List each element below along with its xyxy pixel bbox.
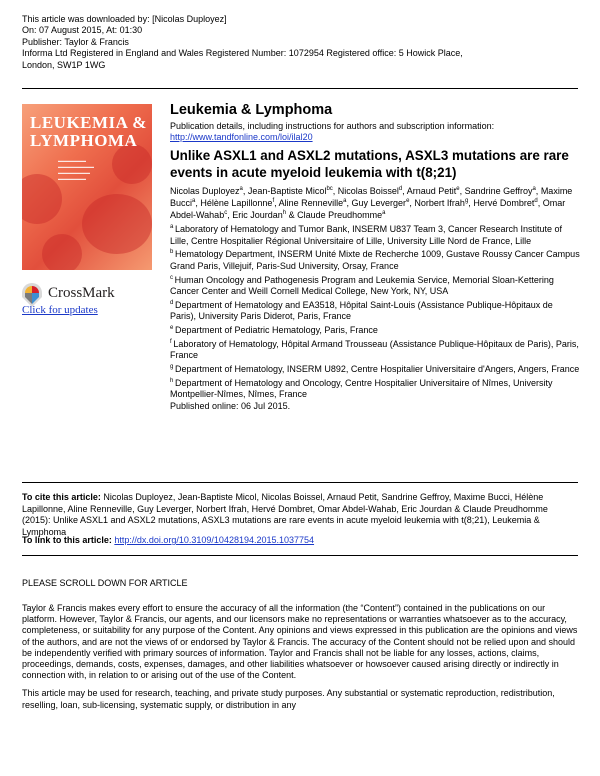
author-name: Eric Jourdan	[232, 210, 283, 221]
header-line: Publisher: Taylor & Francis	[22, 36, 129, 47]
disclaimer-paragraph: Taylor & Francis makes every effort to ensure the accuracy of all the information (the “Content”) contained in the publications on our platform. However, Taylor & Francis, our agents, and our licensors make no representations or warranties whatsoever as to the accuracy, completeness, or suitability for any purpose of the Content. Any opinions and views expressed in this publication are the opinions and views of the authors, and are not the views of or endorsed by Taylor & Francis. The accuracy of the Content should not be relied upon and should be independently verified with primary sources of information. Taylor and Francis shall not be liable for any losses, actions, claims, proceedings, demands, costs, expenses, damages, and other liabilities whatsoever or howsoever caused arising directly or indirectly in connection with, in relation to or arising out of the use of the Content.	[22, 603, 578, 681]
author-name: Norbert Ifrah	[414, 198, 465, 209]
author-affiliation-mark: c	[224, 210, 228, 217]
author-affiliation-mark: a	[532, 186, 536, 192]
author-name: Aline Renneville	[278, 198, 344, 209]
author-affiliation-mark: a	[192, 198, 196, 205]
scroll-divider	[22, 555, 578, 556]
affiliation-item: $^a$ Laboratory of Hematology and Tumor Bank, INSERM U837 Team 3, Cancer Research Institute of Lille, Centre Hospitalier Régional Universitaire of Lille, University Lille Nord de France, Lille	[170, 224, 563, 246]
author-affiliation-mark: e	[406, 198, 410, 205]
cover-editors: ▬▬▬▬▬▬▬ ▬▬▬▬▬▬▬▬▬ ▬▬▬▬▬▬▬▬ ▬▬▬▬▬▬▬	[58, 158, 94, 181]
author-name: Sandrine Geffroy	[464, 186, 533, 196]
top-divider	[22, 88, 578, 89]
affiliation-item: $^h$ Department of Hematology and Oncology, Centre Hospitalier Universitaire of Nîmes, University Montpellier-Nîmes, Nîmes, France	[170, 377, 553, 400]
author-affiliation-mark: a	[382, 210, 386, 217]
download-header	[22, 14, 582, 71]
author-affiliation-mark: f	[272, 198, 275, 205]
disclaimer	[22, 603, 582, 718]
tolink-label: To link to this article:	[22, 535, 112, 545]
article-title: Unlike ASXL1 and ASXL2 mutations, ASXL3 mutations are rare events in acute myeloid leukemia with t(8;21)	[170, 148, 569, 180]
author-name: Hélène Lapillonne	[200, 198, 273, 209]
author-name: Hervé Dombret	[473, 198, 535, 209]
cite-label: To cite this article:	[22, 492, 101, 502]
affiliation-item: $^f$ Laboratory of Hematology, Hôpital Armand Trousseau (Assistance Publique-Hôpitaux de Paris), Paris, France	[170, 338, 579, 361]
affiliation-item: $^b$ Hematology Department, INSERM Unité Mixte de Recherche 1009, Gustave Roussy Cancer Campus Grand Paris, Villejuif, Paris-Sud University, Orsay, France	[170, 249, 580, 271]
author-name: Nicolas Boissel	[337, 186, 399, 196]
author-name: Omar Abdel-Wahab	[170, 198, 566, 221]
author-name: Arnaud Petit	[406, 186, 457, 196]
citation-block	[22, 492, 578, 538]
cite-divider	[22, 482, 578, 483]
author-name: Jean-Baptiste Micol	[247, 186, 327, 196]
author-affiliation-mark: d	[398, 186, 403, 192]
author-affiliation-mark: e	[456, 186, 460, 192]
crossmark-label: CrossMark	[48, 285, 115, 301]
author-affiliation-mark: h	[282, 210, 287, 217]
published-date: Published online: 06 Jul 2015.	[170, 400, 291, 411]
header-line: On: 07 August 2015, At: 01:30	[22, 25, 143, 36]
click-for-updates-link[interactable]: Click for updates	[22, 304, 98, 316]
author-name: Claude Preudhomme	[297, 210, 383, 221]
header-line: Informa Ltd Registered in England and Wales Registered Number: 1072954 Registered office: 5 Howick Place,	[22, 48, 463, 59]
author-affiliation-mark: bc	[326, 186, 333, 192]
author-affiliation-mark: g	[464, 198, 469, 205]
author-affiliation-mark: a	[343, 198, 347, 205]
affiliation-item: $^g$ Department of Hematology, INSERM U892, Centre Hospitalier Universitaire d'Angers, Angers, France	[170, 364, 580, 375]
journal-name: Leukemia & Lymphoma	[170, 102, 333, 118]
author-name: Nicolas Duployez	[170, 186, 240, 196]
journal-cover-image	[22, 104, 152, 270]
disclaimer-paragraph: This article may be used for research, teaching, and private study purposes. Any substantial or systematic reproduction, redistribution, reselling, loan, sub-licensing, systematic supply, or distribution in any	[22, 688, 555, 710]
author-affiliation-mark: a	[239, 186, 243, 192]
scroll-notice: PLEASE SCROLL DOWN FOR ARTICLE	[22, 578, 188, 588]
author-name: Maxime Bucci	[170, 186, 573, 209]
affiliations	[170, 224, 580, 400]
header-line: London, SW1P 1WG	[22, 59, 106, 70]
article-info	[170, 102, 580, 412]
author-name: Guy Leverger	[351, 198, 407, 209]
author-list: Nicolas Duployez$^a$, Jean-Baptiste Micol$^{bc}$, Nicolas Boissel$^d$, Arnaud Petit$^e$, Sandrine Geffroy$^a$, Maxime Bucci$^a$, Hélène Lapillonne$^f$, Aline Renneville$^a$, Guy Leverger$^e$, Norbert Ifrah$^g$, Hervé Dombret$^d$, Omar Abdel-Wahab$^c$, Eric Jourdan$^h$ & Claude Preudhomme$^a$	[170, 186, 573, 221]
article-link-block	[22, 535, 578, 545]
affiliation-item: $^c$ Human Oncology and Pathogenesis Program and Leukemia Service, Memorial Sloan-Kettering Cancer Center and Weill Cornell Medical College, New York, NY, USA	[170, 274, 554, 296]
cover-title: LEUKEMIA & LYMPHOMA	[30, 113, 147, 150]
author-affiliation-mark: d	[534, 198, 538, 205]
publication-details: Publication details, including instructions for authors and subscription information: http://www.tandfonline.com/loi/ilal20	[170, 121, 495, 142]
journal-url-link[interactable]: http://www.tandfonline.com/loi/ilal20	[170, 132, 313, 142]
header-line: This article was downloaded by: [Nicolas Duployez]	[22, 14, 227, 24]
doi-link[interactable]: http://dx.doi.org/10.3109/10428194.2015.1037754	[114, 535, 315, 545]
cite-text: Nicolas Duployez, Jean-Baptiste Micol, Nicolas Boissel, Arnaud Petit, Sandrine Geffroy, Maxime Bucci, Hélène Lapillonne, Aline Renneville, Guy Leverger, Norbert Ifrah, Hervé Dombret, Omar Abdel-Wahab, Eric Jourdan & Claude Preudhomme (2015): Unlike ASXL1 and ASXL2 mutations, ASXL3 mutations are rare events in acute myeloid leukemia with t(8;21), Leukemia & Lymphoma	[22, 492, 548, 537]
affiliation-item: $^e$ Department of Pediatric Hematology, Paris, France	[170, 324, 378, 335]
affiliation-item: $^d$ Department of Hematology and EA3518, Hôpital Saint-Louis (Assistance Publique-Hôpitaux de Paris), University Paris Diderot, Paris, France	[170, 299, 553, 322]
